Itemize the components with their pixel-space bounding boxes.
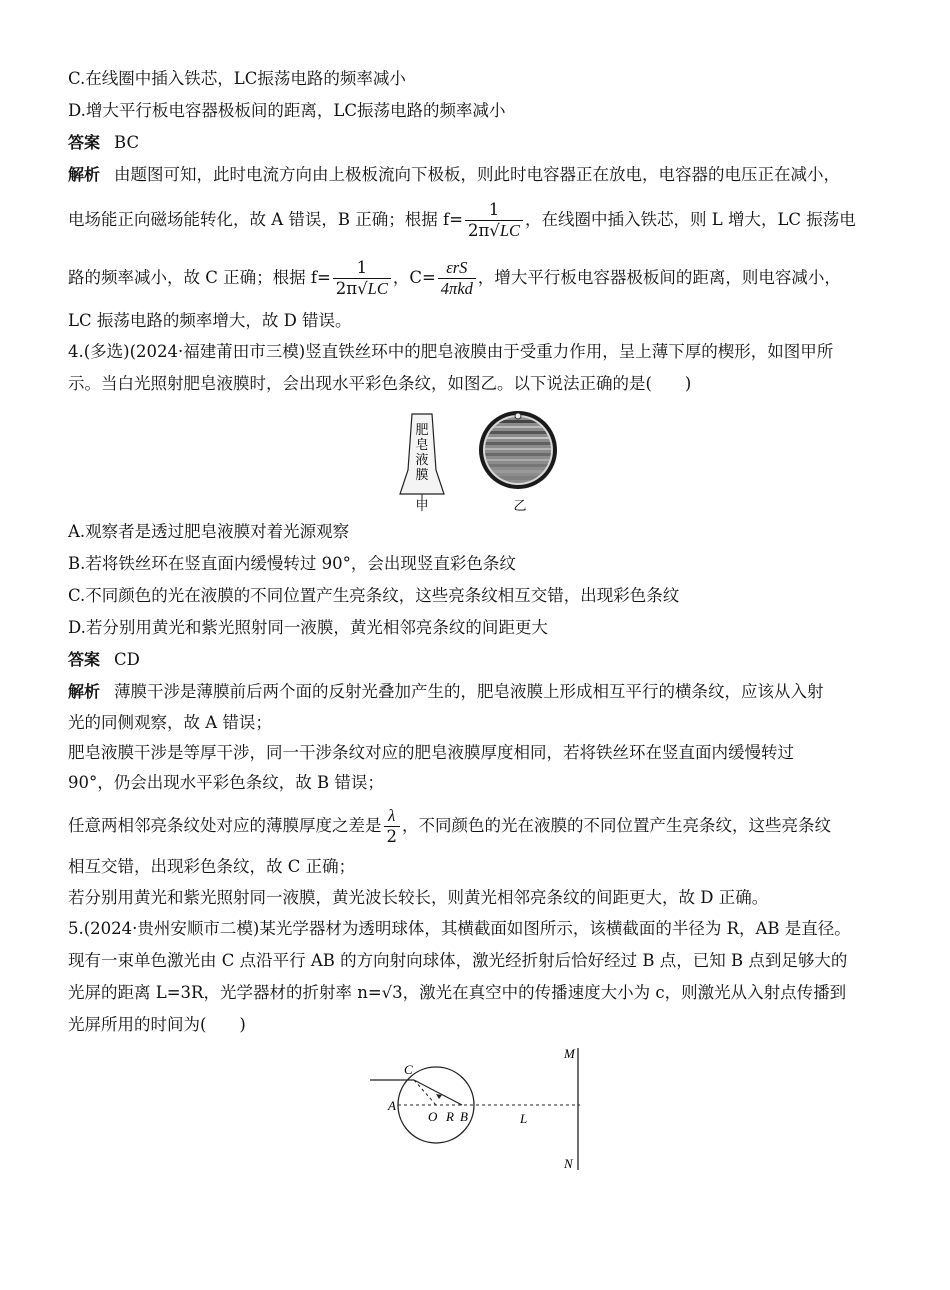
formula-frequency: $\frac{1}{2\pi√LC}$ xyxy=(465,200,523,241)
question-5-stem-line3: 光屏的距离 L=3R，光学器材的折射率 n=√3，激光在真空中的传播速度大小为 c，则激光从入射点传播到 xyxy=(68,983,847,1002)
formula-half-lambda: $\frac{\lambda}{2}$ xyxy=(384,806,401,847)
label-o: O xyxy=(428,1109,438,1124)
option-c-q3: C.在线圈中插入铁芯，LC振荡电路的频率减小 xyxy=(68,69,406,88)
option-d-q4: D.若分别用黄光和紫光照射同一液膜，黄光相邻亮条纹的间距更大 xyxy=(68,618,548,637)
label-l: L xyxy=(520,1111,528,1126)
analysis-label: 解析 xyxy=(68,682,101,701)
formula-frequency-2: $\frac{1}{2\pi√LC}$ xyxy=(333,258,391,299)
question-5-stem-line4: 光屏所用的时间为( ) xyxy=(68,1015,246,1034)
analysis-q3-line4: LC 振荡电路的频率增大，故 D 错误。 xyxy=(68,311,352,330)
analysis-label: 解析 xyxy=(68,165,101,184)
label-b: B xyxy=(460,1109,468,1124)
analysis-q3-line3: 路的频率减小，故 C 正确；根据 f= $\frac{1}{2\pi√LC}$ ，C= $\frac{\text{εrS}}{\text{4πkd}}$ ，增大平行板电容器极板间的距离，则电容减小， xyxy=(68,258,841,298)
svg-text:膜: 膜 xyxy=(415,467,429,482)
figure-jia-text: 肥 xyxy=(415,422,429,437)
analysis-q4-line6: 相互交错，出现彩色条纹，故 C 正确； xyxy=(68,857,356,876)
label-c: C xyxy=(404,1062,413,1077)
option-a-q4: A.观察者是透过肥皂液膜对着光源观察 xyxy=(68,522,350,541)
analysis-q4-line3: 肥皂液膜干涉是等厚干涉，同一干涉条纹对应的肥皂液膜厚度相同，若将铁丝环在竖直面内缓慢转过 xyxy=(68,743,794,762)
answer-label: 答案 xyxy=(68,133,101,152)
svg-text:液: 液 xyxy=(415,452,429,467)
answer-q3 xyxy=(68,131,139,155)
label-r: R xyxy=(446,1109,454,1124)
figure-yi xyxy=(476,410,560,514)
label-a: A xyxy=(388,1098,396,1113)
figure-q5 xyxy=(360,1044,620,1174)
analysis-q3-line2: 电场能正向磁场能转化，故 A 错误，B 正确；根据 f= $\frac{1}{2\pi√LC}$ ，在线圈中插入铁芯，则 L 增大，LC 振荡电 xyxy=(68,200,856,240)
analysis-q4-line2: 光的同侧观察，故 A 错误； xyxy=(68,713,272,732)
question-5-stem-line1: 5.(2024·贵州安顺市二模)某光学器材为透明球体，其横截面如图所示，该横截面的半径为 R，AB 是直径。 xyxy=(68,919,851,938)
option-d-q3: D.增大平行板电容器极板间的距离，LC振荡电路的频率减小 xyxy=(68,101,506,120)
option-b-q4: B.若将铁丝环在竖直面内缓慢转过 90°，会出现竖直彩色条纹 xyxy=(68,554,516,573)
analysis-q4-line4: 90°，仍会出现水平彩色条纹，故 B 错误； xyxy=(68,773,384,792)
analysis-q4-line5: 任意两相邻亮条纹处对应的薄膜厚度之差是 $\frac{\lambda}{2}$ ，不同颜色的光在液膜的不同位置产生亮条纹，这些亮条纹 xyxy=(68,806,831,846)
answer-label: 答案 xyxy=(68,650,101,669)
svg-text:皂: 皂 xyxy=(415,437,429,452)
analysis-q4-line1: 解析 薄膜干涉是薄膜前后两个面的反射光叠加产生的，肥皂液膜上形成相互平行的横条纹，应该从入射 xyxy=(68,682,824,701)
answer-value: CD xyxy=(114,650,140,669)
answer-q4 xyxy=(68,648,140,672)
question-5-stem-line2: 现有一束单色激光由 C 点沿平行 AB 的方向射向球体，激光经折射后恰好经过 B 点，已知 B 点到足够大的 xyxy=(68,951,848,970)
option-c-q4: C.不同颜色的光在液膜的不同位置产生亮条纹，这些亮条纹相互交错，出现彩色条纹 xyxy=(68,586,680,605)
question-4-stem-line1: 4.(多选)(2024·福建莆田市三模)竖直铁丝环中的肥皂液膜由于受重力作用，呈上薄下厚的楔形，如图甲所 xyxy=(68,342,834,361)
question-4-stem-line2: 示。当白光照射肥皂液膜时，会出现水平彩色条纹，如图乙。以下说法正确的是( ) xyxy=(68,374,692,393)
formula-sqrt3: √3 xyxy=(381,983,403,1002)
label-m: M xyxy=(564,1046,575,1061)
answer-value: BC xyxy=(114,133,140,152)
formula-capacitance: $\frac{\text{εrS}}{\text{4πkd}}$ xyxy=(438,258,476,299)
figure-yi-label: 乙 xyxy=(513,498,527,513)
figure-jia-label: 甲 xyxy=(415,498,429,513)
figure-jia xyxy=(392,410,452,514)
label-n: N xyxy=(564,1156,573,1171)
analysis-q3-line1: 解析 由题图可知，此时电流方向由上极板流向下极板，则此时电容器正在放电，电容器的电压正在减小， xyxy=(68,165,841,184)
analysis-q4-line7: 若分别用黄光和紫光照射同一液膜，黄光波长较长，则黄光相邻亮条纹的间距更大，故 D 正确。 xyxy=(68,888,769,907)
